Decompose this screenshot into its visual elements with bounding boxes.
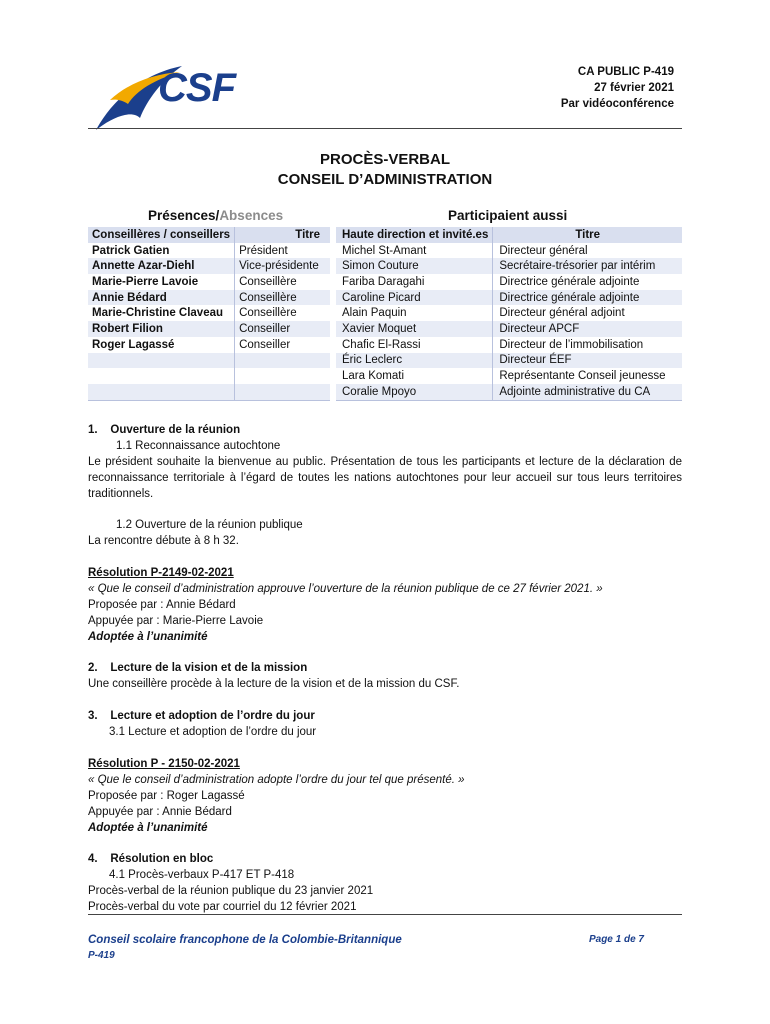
table-row [336,290,682,306]
list-item: Procès-verbal de la réunion publique du 23 janvier 2021 [88,885,374,897]
list-item: Procès-verbal du vote par courriel du 12 février 2021 [88,901,357,913]
name-cell: Annette Azar-Diehl [88,258,235,274]
name-cell: Xavier Moquet [336,321,493,337]
name-cell: Patrick Gatien [88,243,235,259]
header-divider [88,128,682,129]
paragraph: La rencontre débute à 8 h 32. [88,535,239,547]
section-2-title: 2. Lecture de la vision et de la mission [88,662,308,674]
footer-divider [88,914,682,915]
proposed-by: Proposée par : Annie Bédard [88,599,236,611]
table-row [336,274,682,290]
name-cell [88,353,235,369]
name-cell: Simon Couture [336,258,493,274]
name-cell: Robert Filion [88,321,235,337]
table-row [88,368,330,384]
ref-code: CA PUBLIC P-419 [577,66,674,78]
adopted-label: Adoptée à l’unanimité [88,822,208,834]
name-cell [88,384,235,400]
title-cell: Directeur général adjoint [499,307,625,320]
name-cell: Annie Bédard [88,290,235,306]
table-row [88,321,330,337]
title-cell [235,353,330,369]
section-1-title: 1. Ouverture de la réunion [88,424,241,436]
name-cell: Alain Paquin [336,305,493,321]
page-title [0,150,770,190]
name-cell: Roger Lagassé [88,337,235,353]
name-cell: Marie-Christine Claveau [88,305,235,321]
adopted-label: Adoptée à l’unanimité [88,631,208,643]
subsection-1-2: 1.2 Ouverture de la réunion publique [116,519,303,531]
title-cell: Vice-présidente [235,258,330,274]
table-row [336,384,682,400]
subsection-1-1: 1.1 Reconnaissance autochtone [116,440,281,452]
title-cell: Conseiller [235,321,330,337]
name-cell: Éric Leclerc [336,353,493,369]
table-row [88,353,330,369]
title-cell: Adjointe administrative du CA [493,384,682,400]
presences-table [88,227,330,401]
meeting-mode: Par vidéoconférence [560,98,674,110]
title-cell: Conseillère [235,290,330,306]
page-number: Page 1 de 7 [588,934,644,945]
title-cell: Conseillère [239,275,297,288]
name-cell: Chafic El-Rassi [336,337,493,353]
participants-table [336,227,682,401]
table-row [88,384,330,400]
csf-logo [92,60,272,132]
title-cell: Représentante Conseil jeunesse [499,370,666,383]
resolution-quote: « Que le conseil d’administration adopte l’ordre du jour tel que présenté. » [88,774,465,786]
paragraph: Une conseillère procède à la lecture de la vision et de la mission du CSF. [88,678,460,690]
minutes-body [88,422,682,915]
meeting-date: 27 février 2021 [594,82,674,94]
table-row [336,368,682,384]
table-row [88,305,330,321]
absences-label: Absences [219,208,284,223]
table-row [88,290,330,306]
seconded-by: Appuyée par : Marie-Pierre Lavoie [88,615,264,627]
table-row [336,305,682,321]
section-4-title: 4. Résolution en bloc [88,853,214,865]
table-row [336,321,682,337]
col-header: Conseillères / conseillers [88,227,235,243]
table-row [336,258,682,274]
title-cell: Directeur général [499,244,588,257]
name-cell: Marie-Pierre Lavoie [88,274,235,290]
subsection-3-1: 3.1 Lecture et adoption de l’ordre du jour [109,726,317,738]
title-cell [235,384,330,400]
title-cell: Directeur de l’immobilisation [499,338,644,351]
title-cell: Directrice générale adjointe [499,275,640,288]
title-cell: Directeur ÉEF [493,353,682,369]
table-row [88,274,330,290]
document-reference [561,64,674,112]
table-row [336,337,682,353]
col-header: Titre [493,227,682,243]
name-cell: Lara Komati [336,368,493,384]
presences-heading: Présences/Absences [148,208,284,223]
title-cell: Secrétaire-trésorier par intérim [493,258,682,274]
participants-heading: Participaient aussi [448,208,568,223]
table-row [88,243,330,259]
table-row [336,353,682,369]
table-row [336,243,682,259]
resolution-title: Résolution P - 2150-02-2021 [88,758,240,770]
paragraph: Le président souhaite la bienvenue au public. Présentation de tous les participants et lecture de la déclaration de reconnaissance territoriale à l’égard de toutes les nations autochtones pour leur accueil sur tous leurs territoires traditionnels. [88,456,682,500]
name-cell: Coralie Mpoyo [336,384,493,400]
table-row [88,258,330,274]
col-header: Titre [235,227,330,243]
title-line-1: PROCÈS-VERBAL [319,151,450,168]
title-cell: Conseillère [239,307,297,320]
name-cell: Fariba Daragahi [336,274,493,290]
name-cell: Michel St-Amant [336,243,493,259]
resolution-title: Résolution P-2149-02-2021 [88,567,234,579]
title-cell: Directeur APCF [493,321,682,337]
title-cell: Directrice générale adjointe [493,290,682,306]
section-3-title: 3. Lecture et adoption de l’ordre du jour [88,710,315,722]
name-cell [88,368,235,384]
footer-org-name: Conseil scolaire francophone de la Colombie-Britannique [88,934,402,946]
title-cell: Président [239,244,288,257]
seconded-by: Appuyée par : Annie Bédard [88,806,232,818]
col-header: Haute direction et invité.es [336,227,493,243]
name-cell: Caroline Picard [336,290,493,306]
footer-org [88,932,402,964]
title-line-2: CONSEIL D’ADMINISTRATION [277,171,493,188]
title-cell [235,368,330,384]
logo-text: CSF [158,66,235,110]
table-row [88,337,330,353]
footer-code: P-419 [88,950,115,961]
proposed-by: Proposée par : Roger Lagassé [88,790,245,802]
subsection-4-1: 4.1 Procès-verbaux P-417 ET P-418 [109,869,295,881]
resolution-quote: « Que le conseil d’administration approuve l’ouverture de la réunion publique de ce 27 février 2021. » [88,583,603,595]
title-cell: Conseiller [239,338,291,351]
